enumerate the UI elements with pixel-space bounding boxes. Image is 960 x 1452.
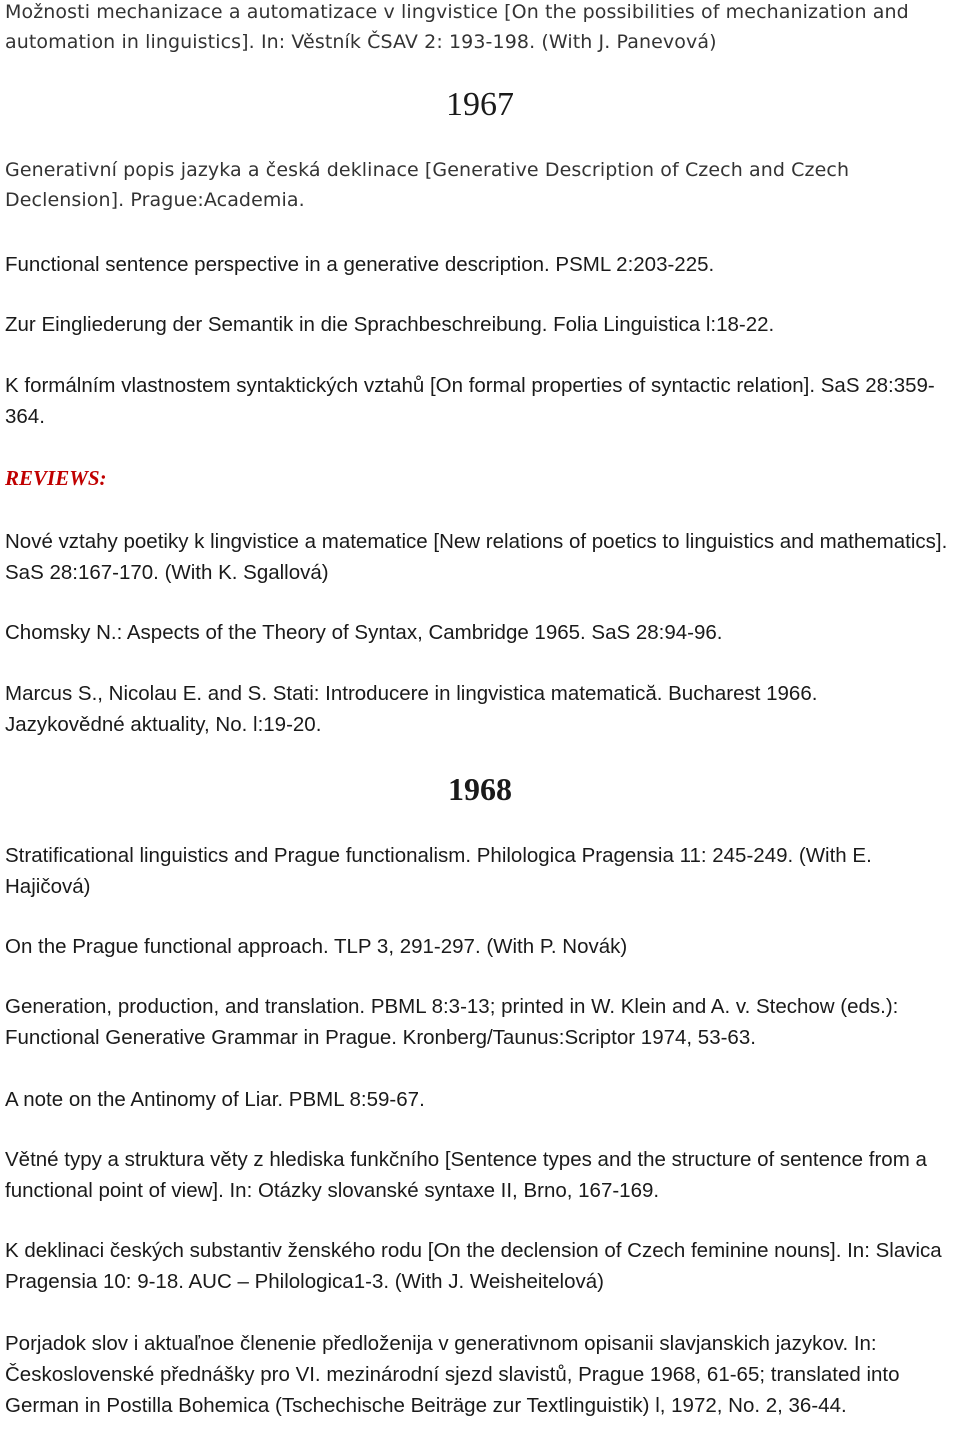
bibliography-entry: K formálním vlastnostem syntaktických vztahů [On formal properties of syntactic relation]. SaS 28:359-364. <box>5 374 935 428</box>
bibliography-entry: Zur Eingliederung der Semantik in die Sprachbeschreibung. Folia Linguistica l:18-22. <box>5 313 775 336</box>
reviews-label: REVIEWS: <box>5 466 107 490</box>
review-entry: Chomsky N.: Aspects of the Theory of Syntax, Cambridge 1965. SaS 28:94-96. <box>5 621 723 644</box>
review-entry: Nové vztahy poetiky k lingvistice a matematice [New relations of poetics to linguistics and mathematics]. SaS 28:167-170. (With K. Sgallová) <box>5 530 948 584</box>
year-heading-1967: 1967 <box>446 86 514 123</box>
year-heading-1968: 1968 <box>448 771 512 807</box>
bibliography-entry: Možnosti mechanizace a automatizace v lingvistice [On the possibilities of mechanization and automation in linguistics]. In: Věstník ČSAV 2: 193-198. (With J. Panevová) <box>5 1 909 53</box>
bibliography-entry: Větné typy a struktura věty z hlediska funkčního [Sentence types and the structure of sentence from a functional point of view]. In: Otázky slovanské syntaxe II, Brno, 167-169. <box>5 1148 927 1202</box>
bibliography-entry: Porjadok slov i aktuaľnoe členenie předloženija v generativnom opisanii slavjanskich jazykov. In: Československé přednášky pro VI. mezinárodní sjezd slavistů, Prague 1968, 61-65; translated into German in Postilla Bohemica (Tschechische Beiträge zur Textlinguistik) l, 1972, No. 2, 36-44. <box>5 1332 900 1417</box>
bibliography-entry: Stratificational linguistics and Prague functionalism. Philologica Pragensia 11: 245-249. (With E. Hajičová) <box>5 844 872 898</box>
bibliography-entry: On the Prague functional approach. TLP 3, 291-297. (With P. Novák) <box>5 935 628 958</box>
bibliography-entry: Generation, production, and translation. PBML 8:3-13; printed in W. Klein and A. v. Stechow (eds.): Functional Generative Grammar in Prague. Kronberg/Taunus:Scriptor 1974, 53-63. <box>5 995 899 1049</box>
bibliography-entry: Functional sentence perspective in a generative description. PSML 2:203-225. <box>5 253 715 276</box>
bibliography-entry: K deklinaci českých substantiv ženského rodu [On the declension of Czech feminine nouns]. In: Slavica Pragensia 10: 9-18. AUC – Philologica1-3. (With J. Weisheitelová) <box>5 1239 942 1293</box>
bibliography-entry: Generativní popis jazyka a česká deklinace [Generative Description of Czech and Czech Declension]. Prague:Academia. <box>5 159 850 211</box>
review-entry: Marcus S., Nicolau E. and S. Stati: Introducere in lingvistica matematică. Bucharest 1966. Jazykovědné aktuality, No. l:19-20. <box>5 682 818 736</box>
bibliography-entry: A note on the Antinomy of Liar. PBML 8:59-67. <box>5 1088 425 1111</box>
